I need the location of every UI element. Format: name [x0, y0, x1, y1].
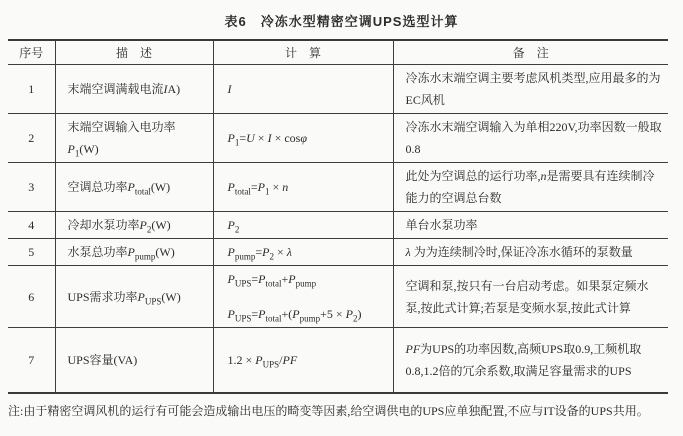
header-cell-description: 描 述	[55, 40, 213, 65]
row-number-cell: 1	[28, 82, 35, 96]
table-row	[8, 328, 668, 393]
row-number-cell: 2	[28, 131, 35, 145]
row-number-cell: 4	[28, 218, 35, 232]
description-cell: 水泵总功率$P_{pump}(W)$	[55, 239, 213, 266]
calculation-cell	[213, 266, 393, 328]
description-cell: 冷却水泵功率$P_2(W)$	[55, 212, 213, 239]
calculation-cell	[213, 328, 393, 393]
calculation-cell	[213, 239, 393, 266]
table-row	[8, 266, 668, 328]
table-header-row	[8, 40, 668, 65]
description-cell: UPS容量(VA)	[55, 328, 213, 393]
formula-line: $P_{UPS}=P_{total}+P_{pump}$	[227, 272, 317, 289]
formula-line: $P_2$	[227, 218, 240, 235]
formula-line: $P_{pump}=P_2 \times \lambda$	[227, 245, 292, 262]
row-number-cell: 6	[28, 289, 35, 304]
description-cell: 末端空调满载电流IA)	[55, 65, 213, 114]
remarks-cell: λ 为为连续制冷时,保证冷冻水循环的泵数量	[393, 239, 668, 266]
row-number-cell: 7	[28, 352, 35, 367]
table-row	[8, 114, 668, 163]
table-row	[8, 212, 668, 239]
formula-line: $P_1=U \times I \times \cos\varphi$	[227, 131, 307, 148]
remarks-cell: 空调和泵,按只有一台启动考虑。如果泵定频水泵,按此式计算;若泵是变频水泵,按此式计算	[393, 266, 668, 328]
formula-line: I	[227, 82, 232, 96]
description-cell: 末端空调输入电功率$P_1(W)$	[55, 114, 213, 163]
header-cell-calculation: 计 算	[213, 40, 393, 65]
calculation-cell	[213, 114, 393, 163]
description-cell: UPS需求功率$P_{UPS}(W)$	[55, 266, 213, 328]
remarks-cell: 单台水泵功率	[393, 212, 668, 239]
table-footnote: 注:由于精密空调风机的运行有可能会造成输出电压的畸变等因素,给空调供电的UPS应单独配置,不应与IT设备的UPS共用。	[8, 403, 649, 418]
calculation-cell	[213, 163, 393, 212]
page-title: 表6 冷冻水型精密空调UPS选型计算	[224, 14, 459, 29]
remarks-cell: 冷冻水末端空调主要考虑风机类型,应用最多的为EC风机	[393, 65, 668, 114]
description-cell: 空调总功率$P_{total}(W)$	[55, 163, 213, 212]
calculation-cell	[213, 212, 393, 239]
table-row	[8, 163, 668, 212]
calculation-cell	[213, 65, 393, 114]
header-cell-number: 序号	[19, 45, 44, 60]
ups-selection-table	[8, 39, 668, 394]
header-cell-remarks: 备 注	[393, 40, 668, 65]
remarks-cell: 冷冻水末端空调输入为单相220V,功率因数一般取0.8	[393, 114, 668, 163]
row-number-cell: 5	[28, 245, 35, 259]
formula-line: $1.2 \times P_{UPS}/PF$	[227, 352, 298, 370]
remarks-cell: 此处为空调总的运行功率,n是需要具有连续制冷能力的空调总台数	[393, 163, 668, 212]
formula-line: $P_{total}=P_1 \times n$	[227, 180, 289, 197]
table-row	[8, 65, 668, 114]
remarks-cell: PF为UPS的功率因数,高频UPS取0.9,工频机取0.8,1.2倍的冗余系数,取满足容量需求的UPS	[393, 328, 668, 393]
table-row	[8, 239, 668, 266]
formula-line: $P_{UPS}=P_{total}+(P_{pump}+5 \times P_2)$	[227, 307, 362, 324]
row-number-cell: 3	[28, 180, 35, 194]
